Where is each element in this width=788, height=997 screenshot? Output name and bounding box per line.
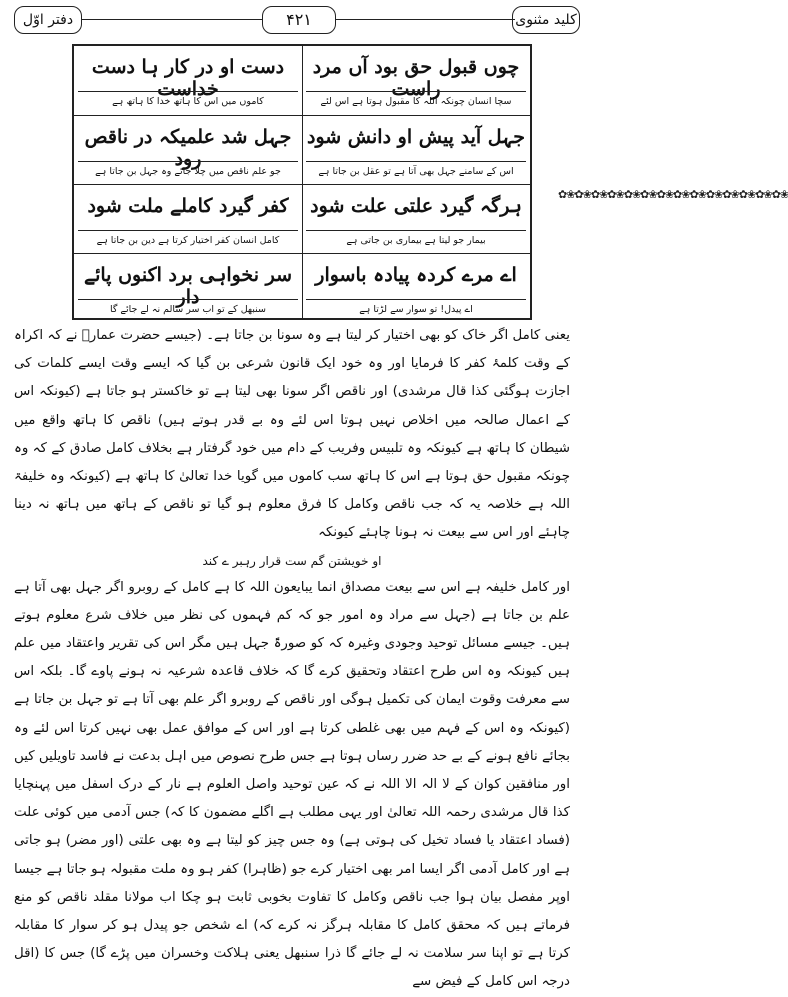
verse-row xyxy=(74,253,530,323)
verse-translation: بیمار جو لیتا ہے بیماری بن جاتی ہے xyxy=(306,230,526,251)
verse-cell xyxy=(302,185,530,254)
verse-text: سر نخواہی برد اکنوں پائے دار xyxy=(83,264,293,308)
section-title: دفتر اوّل xyxy=(14,6,82,34)
verse-cell xyxy=(74,185,302,254)
page-header xyxy=(14,4,586,38)
verse-row xyxy=(74,115,530,185)
verse-translation: کاموں میں اس کا ہاتھ خدا کا ہاتھ ہے xyxy=(78,91,298,112)
verse-cell xyxy=(74,254,302,323)
verse-translation: اے پیدل! تو سوار سے لڑتا ہے xyxy=(306,299,526,320)
commentary-paragraph: اور کامل خلیفہ ہے اس سے بیعت مصداق انما یبایعون اللہ کا ہے کامل کے روبرو اگر جہل بھی آتا ہے علم بن جاتا ہے (جہل سے مراد وہ امور جو کہ کم فہموں کی نظر میں خلاف شرع معلوم ہوتے ہیں۔ جیسے مسائل توحید وجودی وغیرہ کہ کو صورۃً جہل ہیں مگر اس کی تقریر واعتقاد میں علم ہیں کیونکہ وہ اس طرح اعتقاد وتحقیق کرے گا کہ خلاف قاعدہ شرعیہ نہ ہونے پاوے گا۔ بلکہ اس سے معرفت وقوت ایمان کی تکمیل ہوگی اور ناقص کے روبرو اگر علم بھی آتا ہے تو جہل بن جاتا ہے (کیونکہ وہ اس کے فہم میں بھی غلطی کرتا ہے اور اس کے موافق عمل بھی نہیں کرتا اس لئے وہ بجائے نافع ہونے کے بے حد ضرر رساں ہوتا ہے جس طرح نصوص میں اہل بدعت نے فاسد تاویلیں کیں اور منافقین کوان کے لا الہ الا اللہ نے کہ عین توحید واصل العلوم ہے نار کے درک اسفل میں پہنچایا کذا قال مرشدی رحمہ اللہ تعالیٰ اور یہی مطلب ہے اگلے مضمون کا کہ) جس آدمی میں کوئی علت (فساد اعتقاد یا فساد تخیل کی ہوتی ہے) وہ جس چیز کو لیتا ہے وہ بھی علتی (اور مضر) ہو جاتی ہے اور کامل آدمی اگر ایسا امر بھی اختیار کرے جو (ظاہرا) کفر ہو وہ ملت مقبولہ ہو جاتا ہے جیسا اوپر مفصل بیان ہوا جب ناقص وکامل کا تفاوت بخوبی ثابت ہو چکا اب مولانا مقلد ناقص کو منع فرماتے ہیں کہ محقق کامل کا مقابلہ ہرگز نہ کرے کہ) اے شخص جو پیدل ہو کر سوار کا مقابلہ کرتا ہے تو اپنا سر سلامت نہ لے جائے گا ذرا سنبھل یعنی ہلاکت وخسران میں پڑے گا) جس کا (اقل درجہ اس کامل کے فیض سے xyxy=(14,579,570,990)
verse-translation: سنبھل کے تو اب سر سالم نہ لے جائے گا xyxy=(78,299,298,320)
persian-line: او خویشتن گم ست قرار رہبر ے کند xyxy=(202,553,382,568)
verse-cell xyxy=(302,46,530,115)
verse-cell xyxy=(302,254,530,323)
verse-row xyxy=(74,46,530,115)
verse-cell xyxy=(74,46,302,115)
verse-translation: جو علم ناقص میں چلا جائے وہ جہل بن جاتا ہے xyxy=(78,161,298,182)
verse-row xyxy=(74,184,530,254)
floral-border-icon: ✿❀✿❀✿❀✿❀✿❀✿❀✿❀✿❀✿❀✿❀✿❀✿❀✿❀✿❀ xyxy=(558,188,788,201)
page-number: ۴۲۱ xyxy=(262,6,336,34)
verse-text: چوں قبول حق بود آں مرد راست xyxy=(312,56,520,100)
verse-table xyxy=(72,44,532,320)
verse-cell xyxy=(74,116,302,185)
verse-text: کفر گیرد کاملے ملت شود xyxy=(87,195,289,217)
commentary-paragraph: یعنی کامل اگر خاک کو بھی اختیار کر لیتا ہے وہ سونا بن جاتا ہے۔ (جیسے حضرت عمارؓ نے کہ اکراہ کے وقت کلمۂ کفر کا فرمایا اور وہ خود ایک قانون شرعی بن گیا کہ ایسے وقت ایسے کلمات کی اجازت ہوگئی کذا قال مرشدی) اور ناقص اگر سونا بھی لیتا ہے تو خاکستر ہو جاتا ہے (کیونکہ اس کے اعمال صالحہ میں اخلاص نہیں ہوتا اس لئے وہ بے قدر ہوتے ہیں) ناقص کا ہاتھ واقع میں شیطان کا ہاتھ ہے کیونکہ وہ تلبیس وفریب کے دام میں خود گرفتار ہے بخلاف کامل صادق کے کہ وہ چونکہ مقبول حق ہوتا ہے اس کا ہاتھ سب کاموں میں گویا خدا تعالیٰ کا ہاتھ ہے (کیونکہ وہ خلیفۃ اللہ ہے خلاصہ یہ کہ جب ناقص وکامل کا فرق معلوم ہو گیا تو ناقص کے ہاتھ میں ہاتھ نہ دینا چاہئے اور اس سے بیعت نہ ہونا چاہئے کیونکہ xyxy=(14,328,570,541)
verse-translation: کامل انسان کفر اختیار کرتا ہے دین بن جاتا ہے xyxy=(78,230,298,251)
book-title: کلید مثنوی xyxy=(512,6,580,34)
commentary-body xyxy=(14,322,570,997)
verse-translation: اس کے سامنے جہل بھی آتا ہے تو عقل بن جاتا ہے xyxy=(306,161,526,182)
verse-text: ہرگہ گیرد علتی علت شود xyxy=(310,195,522,217)
verse-text: دست او در کار ہا دست خداست xyxy=(91,56,285,100)
verse-translation: سچا انسان چونکہ اللہ کا مقبول ہوتا ہے اس لئے xyxy=(306,91,526,112)
verse-text: جہل آید پیش او دانش شود xyxy=(306,126,526,148)
verse-text: اے مرے کردہ پیادہ باسوار xyxy=(315,264,517,286)
verse-text: جہل شد علمیکہ در ناقص رود xyxy=(84,126,292,170)
verse-cell xyxy=(302,116,530,185)
